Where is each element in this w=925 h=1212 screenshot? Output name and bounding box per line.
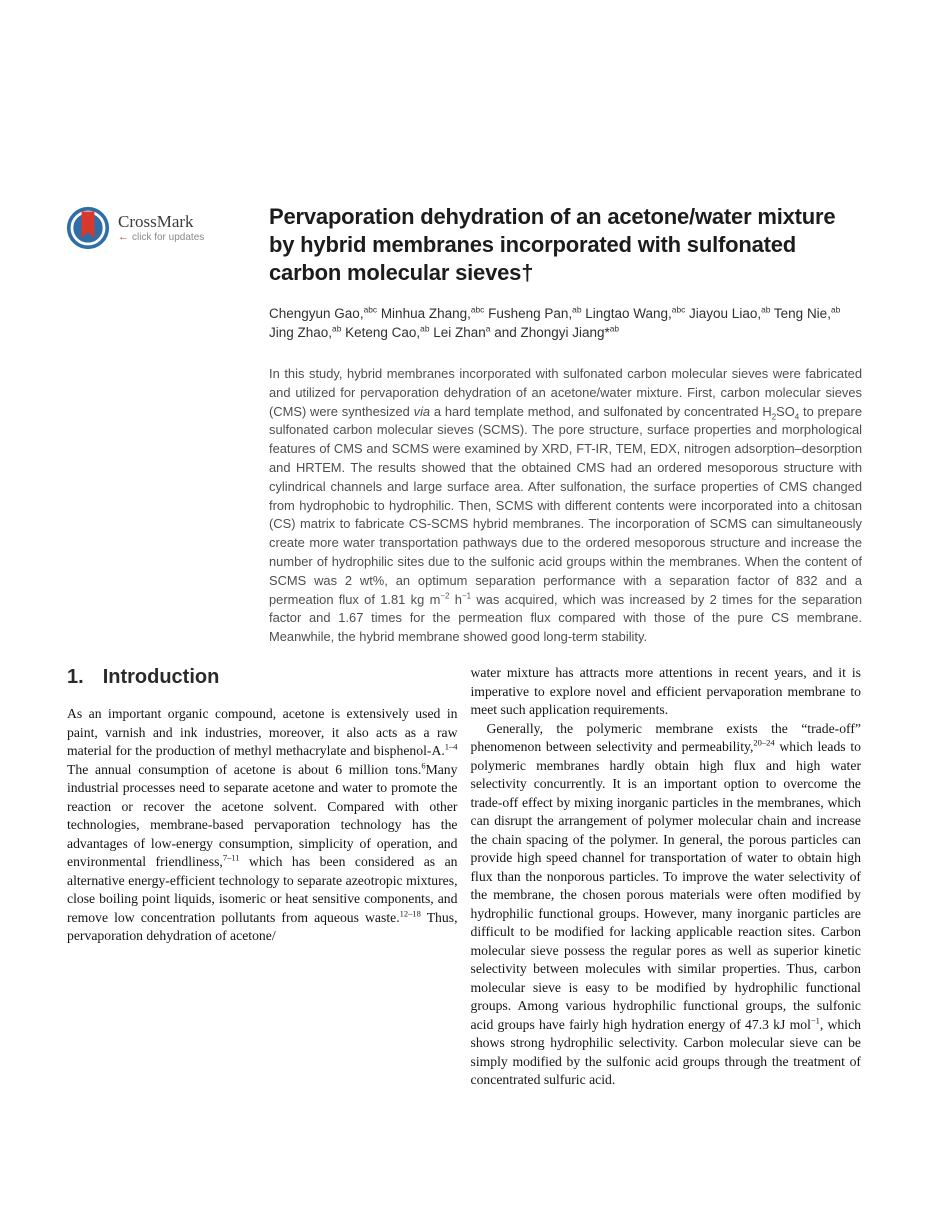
right-column [471,664,862,1090]
section-heading-introduction [67,664,458,690]
crossmark-badge[interactable] [66,206,204,250]
author-list: Chengyun Gao,$^{abc}$ Minhua Zhang,$^{abc}$ Fusheng Pan,$^{ab}$ Lingtao Wang,$^{abc}$ Jiayou Liao,$^{ab}$ Teng Nie,$^{ab}$ Jing Zhao,$^{ab}$ Keteng Cao,$^{ab}$ Lei Zhan$^a$ and Zhongyi Jiang*$^{ab}$ [269,304,841,340]
intro-paragraph-right-1: water mixture has attracts more attentions in recent years, and it is imperative to explore novel and efficient pervaporation membrane to meet such application requirements. [470,665,861,717]
intro-paragraph-right-2: Generally, the polymeric membrane exists the “trade-off” phenomenon between selectivity and permeability,$^{20-24}$ which leads to polymeric membranes hardly obtain high flux and high water selectivity concurrently. It is an important option to overcome the trade-off effect by mixing inorganic particles in the membranes, which can disrupt the arrangement of polymer molecular chain and increase the chain spacing of the polymer. In general, the porous particles can provide high speed channel for transportation of water to obtain high flux than the nonporous particles. To improve the water selectivity of the membrane, the chosen porous materials were often modified by hydrophilic functional groups. However, many inorganic particles are difficult to be modified for lacking applicable reaction sites. Carbon molecular sieve possess the regular pores as well as superior kinetic selectivity between molecules with similar properties. Thus, carbon molecular sieve is easy to be modified by hydrophilic functional groups. Among various hydrophilic functional groups, the sulfonic acid groups have fairly high hydration energy of 47.3 kJ mol$^{-1}$, which shows strong hydrophilic selectivity. Carbon molecular sieve can be simply modified by the sulfonic acid groups through the treatment of concentrated sulfuric acid. [470,720,862,1087]
left-arrow-icon: ← [118,231,129,243]
article-title: Pervaporation dehydration of an acetone/water mixture by hybrid membranes incorporated with sulfonated carbon molecular sieves† [269,204,836,285]
abstract-text: In this study, hybrid membranes incorporated with sulfonated carbon molecular sieves were fabricated and utilized for pervaporation dehydration of an acetone/water mixture. First, carbon molecular sieves (CMS) were synthesized via a hard template method, and sulfonated by concentrated $H_2SO_4$ to prepare sulfonated carbon molecular sieves (SCMS). The pore structure, surface properties and morphological features of CMS and SCMS were examined by XRD, FT-IR, TEM, EDX, nitrogen adsorption–desorption and HRTEM. The results showed that the obtained CMS had an ordered mesoporous structure with cylindrical channels and large surface area. After sulfonation, the surface properties of CMS changed from hydrophobic to hydrophilic. Then, SCMS with different contents were incorporated into a chitosan (CS) matrix to fabricate CS-SCMS hybrid membranes. The incorporation of SCMS can simultaneously create more water transportation pathways due to the ordered mesoporous structure and increase the number of hydrophilic sites due to the sulfonic acid groups within the membranes. When the content of SCMS was 2 wt%, an optimum separation performance with a separation factor of 832 and a permeation flux of 1.81 kg $m^{-2}$ $h^{-1}$ was acquired, which was increased by 2 times for the separation factor and 1.67 times for the permeation flux compared with those of the pure CS membrane. Meanwhile, the hybrid membrane showed good long-term stability. [269,366,862,645]
crossmark-text [118,212,204,244]
crossmark-tagline-text: click for updates [132,232,205,243]
crossmark-logo-icon [66,206,110,250]
section-number: 1. [67,666,84,688]
crossmark-brand: CrossMark [118,212,194,231]
body-columns [67,664,861,1090]
section-label: Introduction [102,666,220,688]
left-column [67,664,458,1090]
intro-paragraph-left: As an important organic compound, acetone is extensively used in paint, varnish and ink industries, moreover, it also acts as a raw material for the production of methyl methacrylate and bisphenol-A.$^{1-4}$ The annual consumption of acetone is about 6 million tons.$^6$Many industrial processes need to separate acetone and water to promote the reaction or recover the acetone solvent. Compared with other technologies, membrane-based pervaporation technology has the advantages of low-energy consumption, simplicity of operation, and environmental friendliness,$^{7-11}$ which has been considered as an alternative energy-efficient technology to separate azeotropic mixtures, close boiling point liquids, isomeric or heat sensitive components, and remove low concentration pollutants from aqueous waste.$^{12-18}$ Thus, pervaporation dehydration of acetone/ [67,706,458,943]
title-block [269,203,862,647]
crossmark-tagline [118,231,204,244]
